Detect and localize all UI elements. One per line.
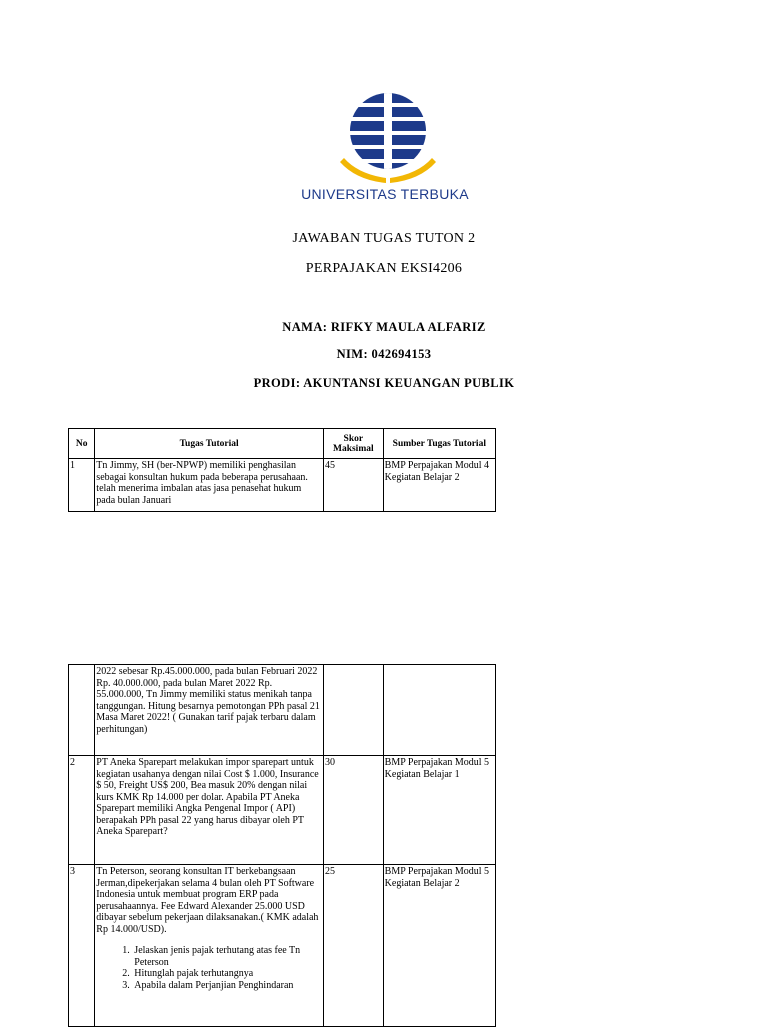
row1-no: 1	[69, 459, 95, 512]
student-name: NAMA: RIFKY MAULA ALFARIZ	[282, 320, 486, 334]
row3-task-clip	[96, 866, 322, 1024]
row1-cont-source	[383, 665, 495, 756]
row3-no: 3	[69, 865, 95, 1027]
table-row	[69, 459, 496, 512]
row1-task-continued: 2022 sebesar Rp.45.000.000, pada bulan Februari 2022 Rp. 40.000.000, pada bulan Maret 2022 Rp. 55.000.000, Tn Jimmy memiliki status menikah tanpa tanggungan. Hitung besarnya pemotongan PPh pasal 21 Masa Maret 2022! ( Gunakan tarif pajak terbaru dalam perhitungan)	[95, 665, 324, 756]
table-header-row	[69, 429, 496, 459]
header-source: Sumber Tugas Tutorial	[383, 429, 495, 459]
row3-task: Tn Peterson, seorang konsultan IT berkebangsaan Jerman,dipekerjakan selama 4 bulan oleh PT Software Indonesia untuk membuat program ERP pada perusahaannya. Fee Edward Alexander 25.000 USD dibayar sebelum pekerjaan dilaksanakan.( KMK adalah Rp 14.000/USD).	[96, 866, 319, 935]
list-item: 3. Apabila dalam Perjanjian Penghindaran	[132, 980, 322, 992]
row3-source: BMP Perpajakan Modul 5 Kegiatan Belajar 2	[383, 865, 495, 1027]
header-no: No	[69, 429, 95, 459]
row1-source: BMP Perpajakan Modul 4 Kegiatan Belajar 2	[383, 459, 495, 512]
student-prodi: PRODI: AKUNTANSI KEUANGAN PUBLIK	[253, 376, 515, 390]
row3-score: 25	[323, 865, 383, 1027]
table-row	[69, 665, 496, 756]
tutorial-table-part2	[68, 664, 496, 1027]
logo-text: UNIVERSITAS TERBUKA	[301, 186, 469, 202]
row1-score: 45	[323, 459, 383, 512]
row1-cont-score	[323, 665, 383, 756]
row2-task: PT Aneka Sparepart melakukan impor sparepart untuk kegiatan usahanya dengan nilai Cost $ 1.000, Insurance $ 50, Freight US$ 200, Bea masuk 20% dengan nilai kurs KMK Rp 14.000 per dolar. Apabila PT Aneka Sparepart memiliki Angka Pengenal Impor ( API) berapakah PPh pasal 22 yang harus dibayar oleh PT Aneka Sparepart?	[95, 756, 324, 865]
row1-task-cell	[95, 459, 324, 512]
row2-no: 2	[69, 756, 95, 865]
row3-question-list	[96, 945, 322, 991]
row1-cont-no	[69, 665, 95, 756]
student-nim: NIM: 042694153	[336, 347, 432, 361]
table-row	[69, 865, 496, 1027]
row2-source: BMP Perpajakan Modul 5 Kegiatan Belajar 1	[383, 756, 495, 865]
row1-task: Tn Jimmy, SH (ber-NPWP) memiliki penghasilan sebagai konsultan hukum pada beberapa perusahaan. telah menerima imbalan atas jasa penasehat hukum pada bulan Januari	[96, 460, 308, 506]
universitas-terbuka-logo-icon	[338, 88, 438, 184]
tutorial-table-part1	[68, 428, 496, 512]
header-task: Tugas Tutorial	[95, 429, 324, 459]
doc-subtitle: PERPAJAKAN EKSI4206	[305, 261, 463, 276]
list-item: 2. Hitunglah pajak terhutangnya	[132, 968, 322, 980]
table-row	[69, 756, 496, 865]
row3-task-cell	[95, 865, 324, 1027]
header-score: Skor Maksimal	[323, 429, 383, 459]
list-item: 1. Jelaskan jenis pajak terhutang atas fee Tn Peterson	[132, 945, 322, 968]
row2-score: 30	[323, 756, 383, 865]
doc-title: JAWABAN TUGAS TUTON 2	[292, 231, 476, 246]
